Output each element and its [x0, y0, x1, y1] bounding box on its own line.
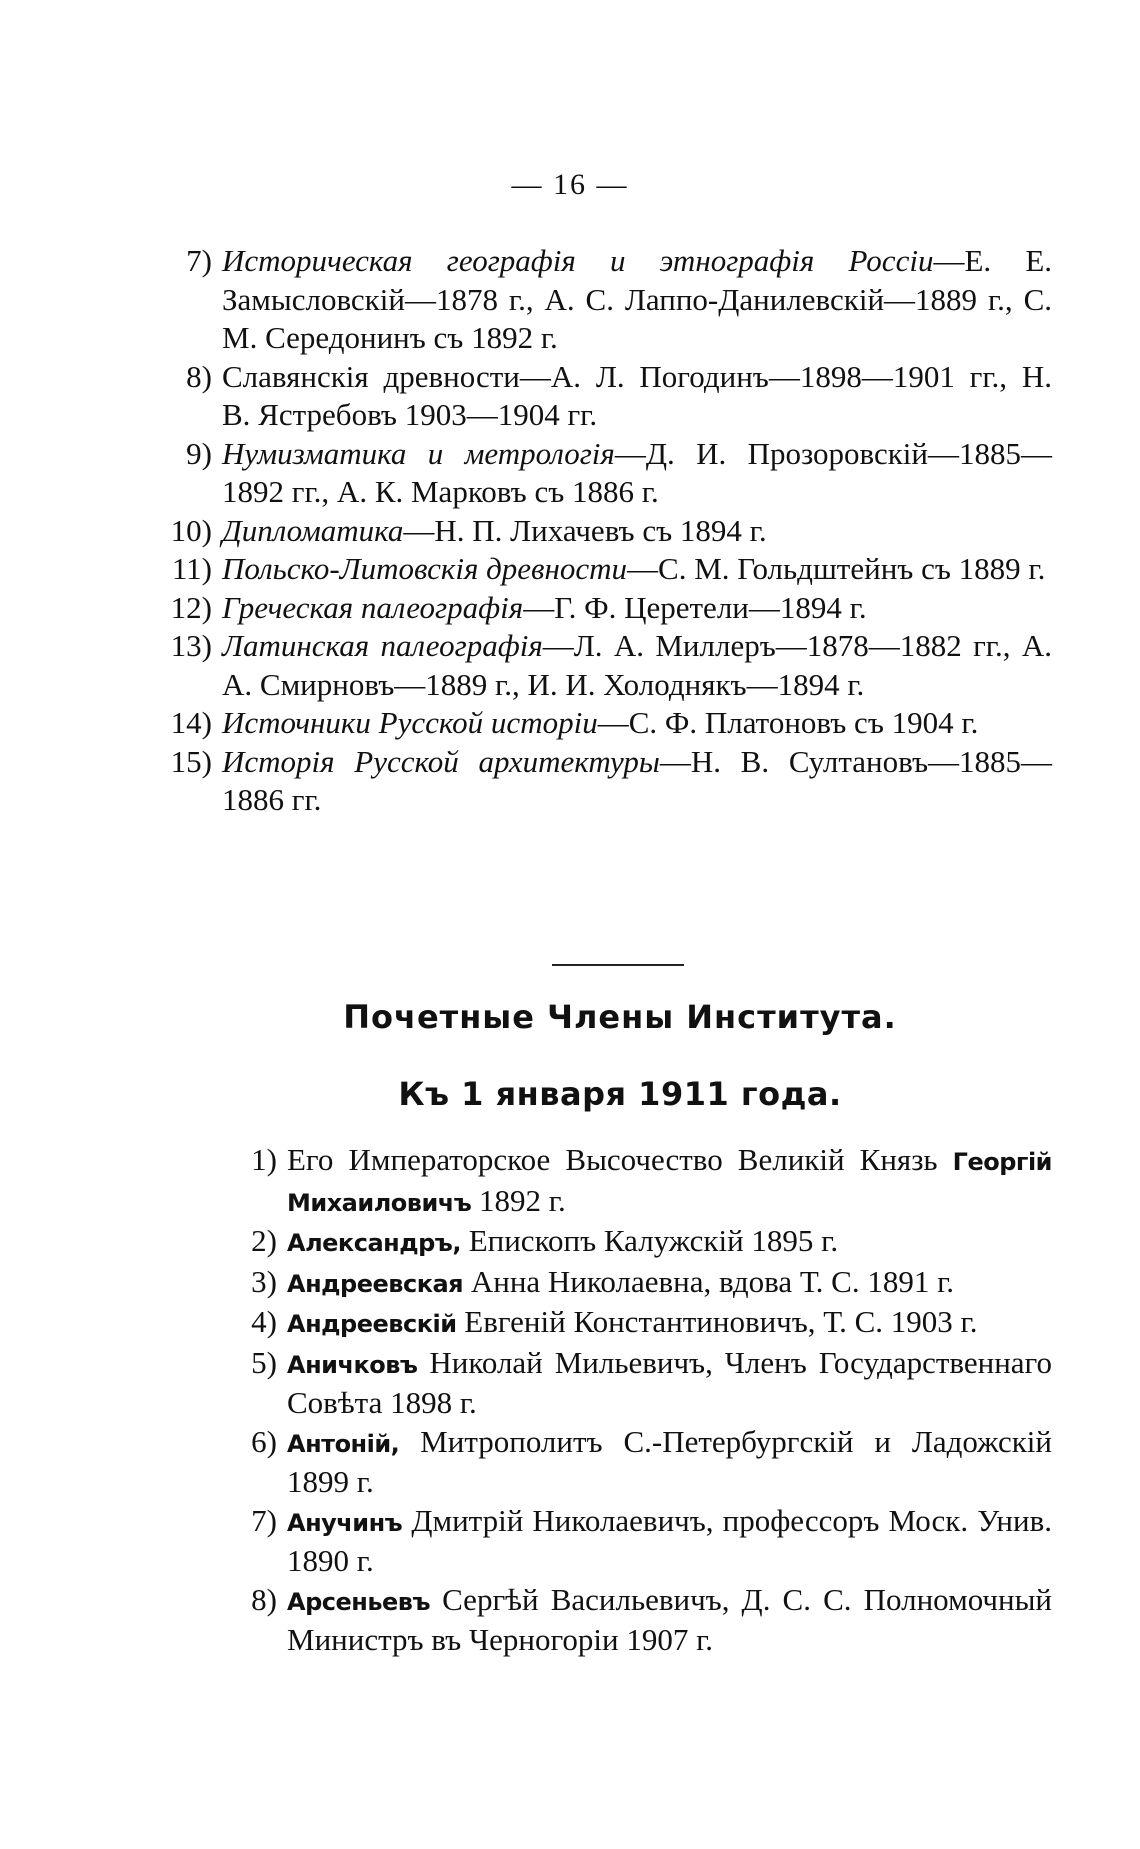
- entry-subject: Нумизматика и метрологія: [222, 435, 615, 471]
- entry-text: —Л. А. Миллеръ—1878—1882 гг., А. А. Смирновъ—1889 г., И. И. Холоднякъ—1894 г.: [222, 628, 1052, 702]
- list-item: [186, 242, 1053, 358]
- list-item: [251, 1263, 1052, 1304]
- entry-text: —С. Ф. Платоновъ съ 1904 г.: [597, 705, 979, 740]
- entry-text: —Г. Ф. Церетели—1894 г.: [523, 589, 867, 625]
- member-name: Георгій Михаиловичъ: [287, 1148, 1052, 1217]
- entry-subject: Дипломатика: [222, 512, 404, 548]
- page-number: — 16 —: [511, 168, 629, 201]
- list-item: [251, 1344, 1052, 1423]
- entry-text: Епископъ Калужскій 1895 г.: [460, 1223, 839, 1258]
- entry-subject: Греческая палеографія: [222, 589, 524, 625]
- upper-entry-list: [170, 242, 1053, 820]
- section-divider: [552, 964, 684, 966]
- list-item: [170, 589, 1052, 628]
- entry-text: Сергѣй Васильевичъ, Д. С. С. Полномочный Министръ въ Черногоріи 1907 г.: [287, 1581, 1052, 1657]
- entry-number: 7): [186, 243, 212, 278]
- entry-text: Анна Николаевна, вдова Т. С. 1891 г.: [463, 1263, 955, 1299]
- member-name: Андреевская: [287, 1269, 464, 1298]
- list-item: [170, 512, 1052, 551]
- section-heading: Почетные Члены Института.: [343, 998, 897, 1036]
- member-name: Анучинъ: [287, 1508, 403, 1537]
- entry-text: Евгеній Константиновичъ, Т. С. 1903 г.: [456, 1304, 978, 1339]
- list-item: [171, 550, 1052, 589]
- list-item: [251, 1303, 1052, 1344]
- entry-number: 7): [251, 1502, 277, 1538]
- entry-text: Митрополитъ С.-Петербургскій и Ладожскій 1899 г.: [287, 1423, 1052, 1499]
- entry-text: —Н. П. Лихачевъ съ 1894 г.: [403, 512, 767, 548]
- entry-subject: Польско-Литовскія древности: [222, 551, 628, 586]
- entry-number: 8): [251, 1581, 277, 1617]
- member-name: Андреевскій: [287, 1310, 457, 1338]
- entry-text: 1892 г.: [471, 1182, 566, 1218]
- entry-number: 4): [251, 1304, 277, 1339]
- entry-subject: Источники Русской исторіи: [222, 705, 598, 740]
- entry-number: 11): [171, 551, 212, 586]
- entry-subject: Латинская палеографія: [222, 628, 543, 663]
- entry-text: Славянскія древности—А. Л. Погодинъ—1898—1901 гг., Н. В. Ястребовъ 1903—1904 гг.: [222, 358, 1052, 432]
- member-name: Арсеньевъ: [287, 1587, 431, 1616]
- member-name: Антоній,: [287, 1429, 400, 1458]
- entry-text: —Н. В. Султановъ—1885—1886 гг.: [222, 743, 1052, 817]
- list-item: [251, 1222, 1052, 1263]
- entry-text: Дмитрій Николаевичъ, профессоръ Моск. Унив. 1890 г.: [287, 1502, 1052, 1578]
- entry-subject: Историческая географія и этнографія Россіи: [222, 243, 934, 278]
- entry-subject: Исторія Русской архитектуры: [222, 743, 660, 779]
- entry-text: —Д. И. Прозоровскій—1885—1892 гг., А. К. Марковъ съ 1886 г.: [222, 435, 1052, 509]
- entry-number: 15): [170, 743, 212, 779]
- entry-number: 6): [251, 1423, 277, 1459]
- members-list: [251, 1141, 1052, 1660]
- member-name: Аничковъ: [287, 1350, 418, 1379]
- list-item: [186, 358, 1052, 435]
- entry-number: 14): [170, 705, 212, 740]
- list-item: [251, 1141, 1052, 1222]
- entry-number: 12): [170, 589, 212, 625]
- entry-number: 5): [251, 1344, 277, 1380]
- member-name: Александръ,: [287, 1229, 461, 1257]
- entry-text: —С. М. Гольдштейнъ съ 1889 г.: [627, 551, 1046, 586]
- entry-number: 2): [251, 1223, 277, 1258]
- entry-number: 9): [186, 435, 212, 471]
- list-item: [251, 1502, 1052, 1581]
- entry-number: 1): [251, 1142, 277, 1177]
- entry-prefix: Его Императорское Высочество Великій Князь: [287, 1142, 953, 1177]
- entry-number: 8): [186, 358, 212, 394]
- entry-number: 10): [170, 512, 212, 548]
- section-subheading: Къ 1 января 1911 года.: [398, 1075, 842, 1113]
- entry-text: Николай Мильевичъ, Членъ Государственнаго Совѣта 1898 г.: [287, 1344, 1052, 1420]
- list-item: [170, 704, 1052, 743]
- list-item: [186, 435, 1052, 512]
- list-item: [251, 1423, 1052, 1502]
- entry-number: 13): [170, 628, 212, 663]
- entry-text: —Е. Е. Замысловскій—1878 г., А. С. Лаппо-Данилевскій—1889 г., С. М. Середонинъ съ 1892 г.: [222, 243, 1053, 355]
- list-item: [251, 1581, 1052, 1660]
- list-item: [170, 743, 1052, 820]
- entry-number: 3): [251, 1263, 277, 1299]
- list-item: [170, 627, 1052, 704]
